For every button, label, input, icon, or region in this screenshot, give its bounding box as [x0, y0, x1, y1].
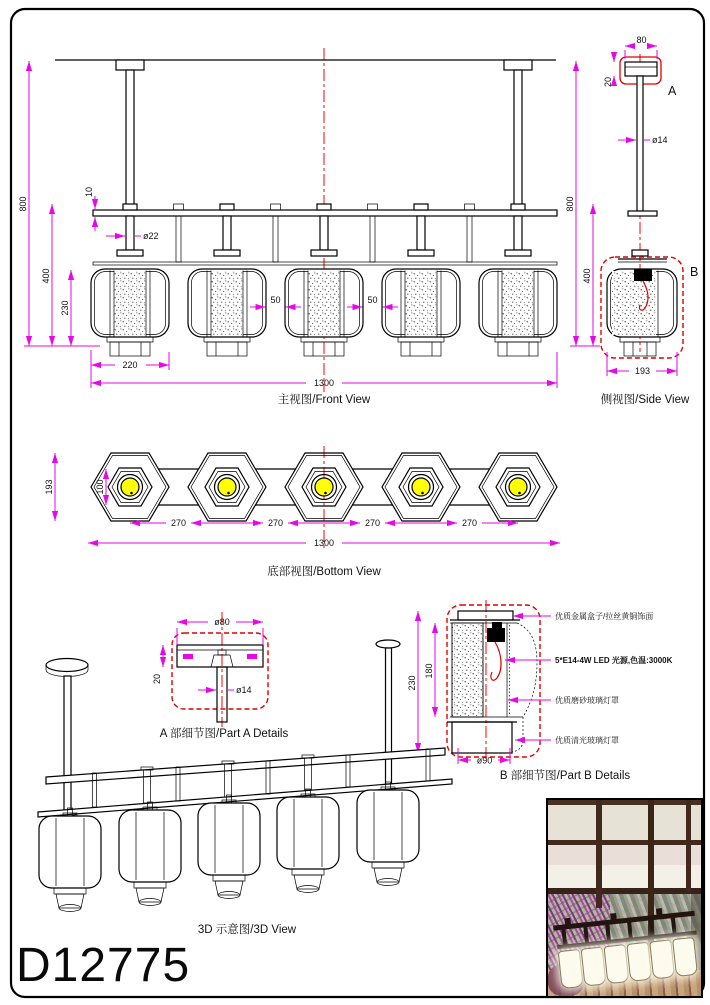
dim-lantern-height: 230 — [60, 300, 70, 316]
lantern — [277, 797, 339, 893]
window-mullion — [548, 888, 701, 894]
lantern-bottom — [479, 453, 557, 521]
clear-glass-profile — [517, 623, 537, 717]
dim-canopy-width: 80 — [636, 35, 647, 45]
side-view-caption: 侧视图/Side View — [600, 394, 690, 406]
dim-spacing: 270 — [364, 518, 381, 528]
product-photo — [546, 798, 703, 998]
dim-bar-thickness: 10 — [84, 186, 94, 198]
photo-lamp — [558, 949, 584, 989]
lantern — [382, 269, 460, 356]
window-pane-band — [548, 865, 701, 888]
rail-section — [628, 211, 657, 216]
part-b-detail — [407, 600, 673, 782]
dim-height-total: 800 — [565, 196, 575, 212]
dim-canopy-height: 20 — [603, 76, 613, 88]
canopy — [116, 60, 144, 70]
front-view-caption: 主视图/Front View — [277, 394, 371, 406]
photo-lamp — [649, 939, 675, 979]
window-mullion — [596, 800, 602, 908]
dim-rod-diameter: ø14 — [652, 135, 668, 145]
suspension-rod — [126, 70, 134, 210]
product-code: D12775 — [16, 939, 191, 992]
lantern — [188, 269, 266, 356]
dim-gap: 50 — [367, 295, 378, 305]
chandelier-finial — [656, 908, 663, 916]
lantern — [119, 810, 181, 906]
canopy — [376, 640, 400, 648]
dim-spacing: 270 — [461, 518, 478, 528]
annotation-clear-glass: 优质清光玻璃灯罩 — [555, 736, 619, 745]
dim-gap: 50 — [270, 295, 281, 305]
photo-lamp — [581, 947, 607, 987]
chandelier-finial — [610, 913, 617, 921]
photo-chandelier — [552, 897, 703, 998]
frosted-glass-panel — [452, 623, 483, 717]
dim-body-height: 180 — [424, 663, 434, 679]
window-mullion — [548, 840, 701, 845]
window-mullion — [548, 800, 701, 805]
dim-rod-diameter: ø22 — [143, 231, 159, 241]
lantern — [91, 269, 169, 356]
lantern — [198, 803, 260, 899]
chandelier-post — [627, 920, 633, 938]
callout-b-label: B — [690, 265, 699, 279]
lantern — [357, 790, 419, 886]
window-pane-band — [548, 845, 701, 865]
part-b-caption: B 部细节图/Part B Details — [499, 770, 631, 782]
lantern — [479, 269, 557, 356]
photo-lamp — [626, 942, 652, 982]
dim-height-total: 800 — [18, 196, 28, 212]
dim-rod-diameter: ø14 — [236, 685, 252, 695]
suspension-rod — [514, 70, 522, 210]
dim-total-height: 230 — [407, 675, 417, 691]
chandelier-post — [649, 918, 655, 936]
lamp-holder — [634, 269, 652, 281]
chandelier-post — [583, 925, 589, 943]
dim-depth: 193 — [634, 366, 651, 376]
lantern-bottom — [188, 453, 266, 521]
view-3d-caption: 3D 示意图/3D View — [197, 924, 297, 936]
dim-spacing: 270 — [267, 518, 284, 528]
canopy — [46, 659, 88, 672]
part-a-caption: A 部细节图/Part A Details — [159, 728, 289, 740]
dim-canopy-height: 20 — [152, 673, 162, 685]
bottom-view — [44, 446, 560, 578]
window-mullion — [686, 800, 691, 892]
lamp-holder — [487, 628, 505, 642]
annotation-led-source: 5*E14-4W LED 光源,色温:3000K — [555, 656, 673, 665]
annotation-metal-box: 优质金属盒子/拉丝黄铜饰面 — [555, 612, 654, 621]
dim-neck-diameter: ø90 — [476, 755, 493, 766]
dim-depth: 193 — [44, 479, 54, 495]
chandelier-post — [605, 923, 611, 941]
lower-rail — [93, 262, 557, 265]
canopy — [504, 60, 532, 70]
dim-lantern-width: 220 — [122, 360, 138, 370]
dim-overall-width: 1300 — [313, 378, 335, 388]
dim-overall-width: 1300 — [313, 538, 335, 548]
side-view — [565, 35, 698, 406]
rod — [637, 76, 643, 211]
dim-height-rod: 400 — [41, 268, 51, 284]
lantern-bottom — [382, 453, 460, 521]
bottom-view-caption: 底部视图/Bottom View — [267, 566, 381, 578]
chandelier-finial — [564, 918, 571, 926]
callout-a-label: A — [668, 84, 677, 98]
dim-height-rod: 400 — [582, 268, 592, 284]
photo-lamp — [672, 937, 698, 977]
front-view — [18, 48, 557, 406]
clip — [247, 654, 257, 659]
part-a-detail — [152, 612, 288, 740]
photo-lamp — [603, 944, 629, 984]
canopy — [625, 62, 657, 76]
clip — [183, 654, 193, 659]
chandelier-post — [671, 916, 677, 934]
annotation-frosted-glass: 优质磨砂玻璃灯罩 — [555, 696, 619, 705]
suspension-rod — [64, 676, 71, 813]
suspension-rod — [386, 648, 392, 784]
top-rail — [93, 210, 557, 216]
dim-spacing: 270 — [170, 518, 187, 528]
chandelier-post — [561, 927, 567, 945]
dim-bar-width: 100 — [95, 479, 105, 495]
dim-canopy-diameter: ø80 — [214, 617, 230, 627]
bulb — [491, 642, 501, 680]
skirt — [452, 722, 512, 753]
lantern — [39, 816, 101, 912]
